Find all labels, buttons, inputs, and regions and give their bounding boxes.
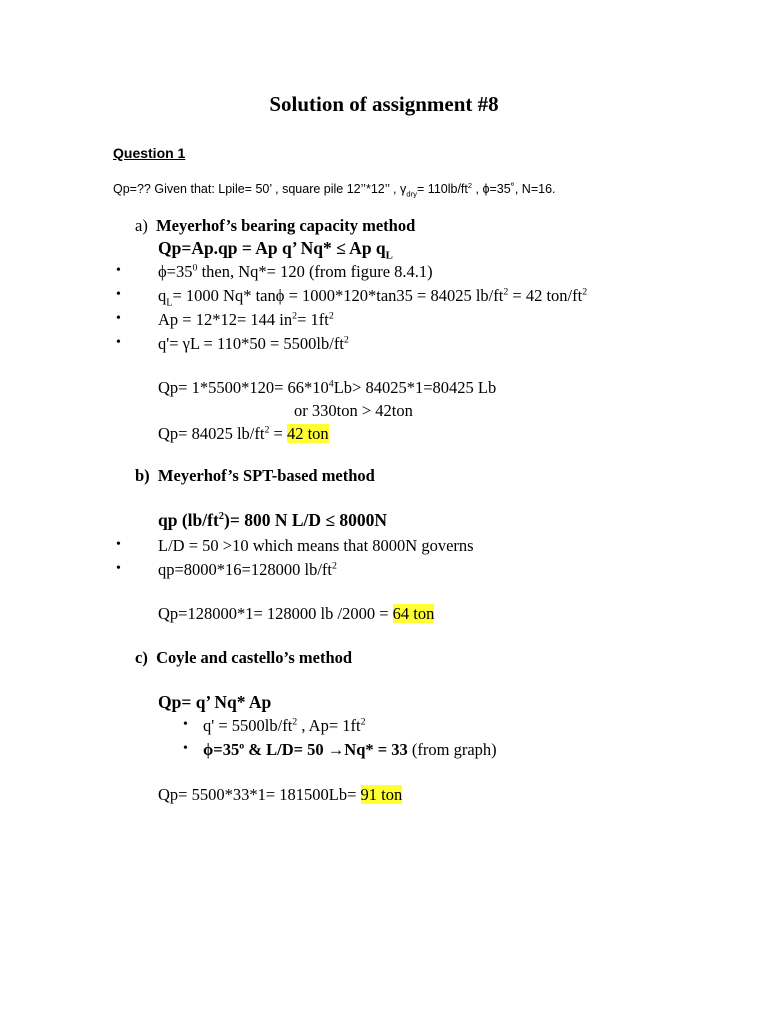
- bullet-icon: •: [116, 561, 121, 576]
- section-c-heading: c) Coyle and castello’s method: [135, 648, 353, 667]
- section-a-bullet-3: Ap = 12*12= 144 $in^2= 1ft^2$: [158, 310, 334, 329]
- section-a-formula: Qp=Ap.qp = Ap q’ Nq* ≤ Ap $q_L$: [158, 238, 393, 262]
- section-c-calc: Qp= 5500*33*1= 181500Lb= 91 ton: [158, 785, 403, 804]
- result-highlight-c: 91 ton: [360, 785, 403, 804]
- section-b-bullet-2: qp=8000*16=128000 $lb/ft^2$: [158, 560, 337, 579]
- section-a-bullet-2: $q_L= 1000$ Nq* tanϕ = 1000*120*tan35 = 84025 $lb/ft^2 = 42$ ton/$ft^2$: [158, 286, 588, 309]
- result-highlight-a: 42 ton: [286, 424, 329, 443]
- section-c-bullet-2: $\phi=35^o$ & L/D= 50 →Nq* = 33 (from graph): [203, 740, 497, 759]
- bullet-icon: •: [116, 335, 121, 350]
- section-b-heading: b) Meyerhof’s SPT-based method: [135, 466, 375, 485]
- section-a-calc-3: Qp= 84025 $lb/ft^2 = 42$ ton: [158, 424, 329, 443]
- section-a-bullet-4: $q'= \gamma L = 110*50 = 5500lb/ft^2$: [158, 334, 349, 353]
- section-b-formula: qp $(lb/ft^2)= 800$ N L/D ≤ 8000N: [158, 510, 388, 530]
- bullet-icon: •: [116, 287, 121, 302]
- given-statement: Qp=?? Given that: Lpile= 50’ , square pile 12’’*12’’ , $\gamma_{dry}= 110lb/ft^2$ , ϕ=35˚, N=16.: [113, 180, 556, 199]
- bullet-icon: •: [116, 263, 121, 278]
- result-highlight-b: 64 ton: [392, 604, 435, 623]
- question-heading: Question 1: [113, 145, 186, 161]
- bullet-icon: •: [116, 537, 121, 552]
- bullet-icon: •: [116, 311, 121, 326]
- section-c-formula: Qp= q’ Nq* Ap: [158, 692, 272, 712]
- section-a-heading: a) Meyerhof’s bearing capacity method: [135, 216, 416, 235]
- section-c-bullet-1: $q' = 5500lb/ft^2$ , $Ap= 1ft^2$: [203, 716, 366, 735]
- section-a-calc-2: or 330ton > 42ton: [294, 401, 413, 420]
- bullet-icon: •: [183, 717, 188, 732]
- section-a-calc-1: $Qp= 1*5500*120= 66*10^4Lb> 84025*1=80425$ Lb: [158, 378, 497, 397]
- page-title: Solution of assignment #8: [269, 92, 499, 116]
- section-a-bullet-1: $\phi=35^0$ then, Nq*= 120 (from figure 8.4.1): [158, 262, 433, 281]
- section-b-bullet-1: L/D = 50 >10 which means that 8000N governs: [158, 536, 474, 555]
- bullet-icon: •: [183, 741, 188, 756]
- section-b-calc: Qp=128000*1= 128000 lb /2000 = 64 ton: [158, 604, 435, 623]
